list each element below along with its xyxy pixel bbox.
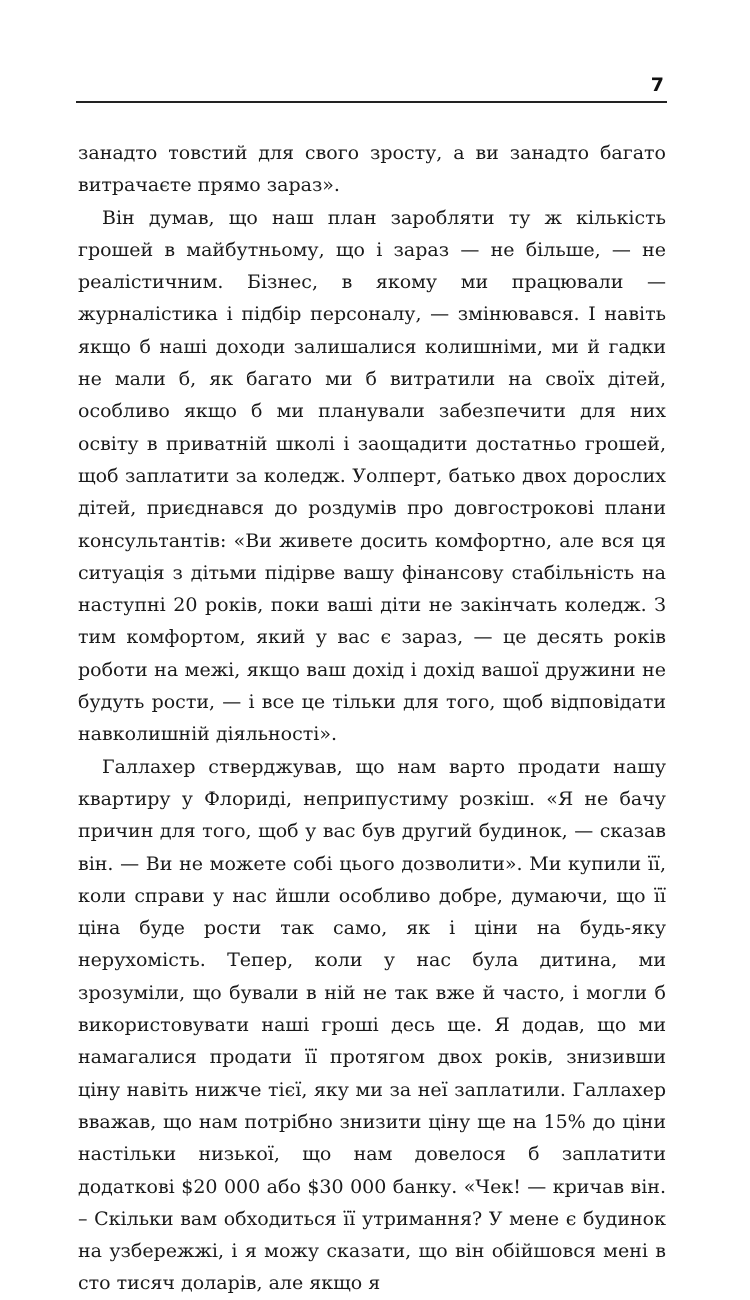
page-number: 7: [650, 74, 664, 96]
paragraph-3: Галлахер стверджував, що нам варто продати нашу квартиру у Флориді, неприпустиму розкіш. «Я не бачу причин для того, щоб у вас був другий будинок, — сказав він. — Ви не можете собі цього дозволити». Ми купили її, коли справи у нас йшли особливо добре, думаючи, що її ціна буде рости так само, як і ціни на будь-яку нерухомість. Тепер, коли у нас була дитина, ми зрозуміли, що бували в ній не так вже й часто, і могли б використовувати наші гроші десь ще. Я додав, що ми намагалися продати її протягом двох років, знизивши ціну навіть нижче тієї, яку ми за неї заплатили. Галлахер вважав, що нам потрібно знизити ціну ще на 15% до ціни настільки низької, що нам довелося б заплатити додаткові $20 000 або $30 000 банку. «Чек! — кричав він. – Скільки вам обходиться її утримання? У мене є будинок на узбережжі, і я можу сказати, що він обійшовся мені в сто тисяч доларів, але якщо я: [78, 755, 666, 1295]
body-text: [78, 137, 666, 1300]
paragraph-2: Він думав, що наш план заробляти ту ж кількість грошей в майбутньому, що і зараз — не більше, — не реалістичним. Бізнес, в якому ми працювали — журналістика і підбір персоналу, — змінювався. І навіть якщо б наші доходи залишалися колишніми, ми й гадки не мали б, як багато ми б витратили на своїх дітей, особливо якщо б ми планували забезпечити для них освіту в приватній школі і заощадити достатньо грошей, щоб заплатити за коледж. Уолперт, батько двох дорослих дітей, приєднався до роздумів про довгострокові плани консультантів: «Ви живете досить комфортно, але вся ця ситуація з дітьми підірве вашу фінансову стабільність на наступні 20 років, поки ваші діти не закінчать коледж. З тим комфортом, який у вас є зараз, — це десять років роботи на межі, якщо ваш дохід і дохід вашої дружини не будуть рости, — і все це тільки для того, щоб відповідати навколишній діяльності».: [78, 206, 666, 746]
paragraph-1: занадто товстий для свого зросту, а ви занадто багато витрачаєте прямо зараз».: [78, 142, 666, 197]
header-rule: [76, 101, 667, 103]
